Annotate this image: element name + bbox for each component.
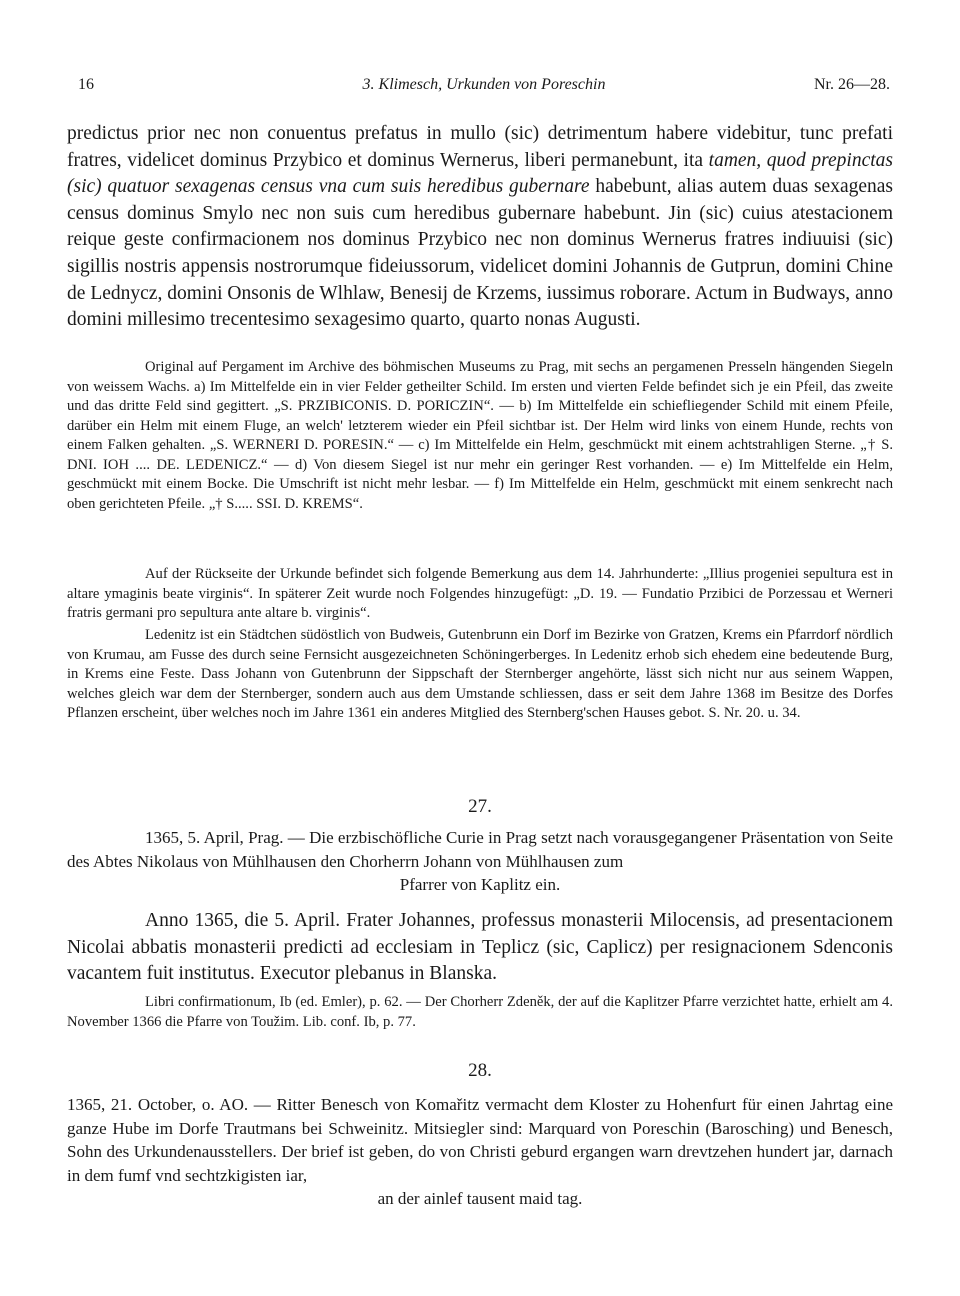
running-title: 3. Klimesch, Urkunden von Poreschin — [362, 76, 606, 93]
document-range: Nr. 26—28. — [814, 76, 890, 93]
document-26-seal-note: Original auf Pergament im Archive des böhmischen Museums zu Prag, mit sechs an pergamenen Presseln hängenden Siegeln von weissem Wachs. a) Im Mittelfelde ein in vier Felder getheilter Schild. Im ersten und vierten Felde befindet sich je ein Pfeil, das zweite und das dritte Feld sind gegittert. „S. PRZIBICONIS. D. PORICZIN“. — b) Im Mittelfelde ein schiefliegender Schild mit einem Pfeile, darüber ein Helm mit einem Fluge, an welch' letzterem wieder ein Pfeil sichtbar ist. Der Helm wird links von einem Hunde, rechts von einem Falken gehalten. „S. WERNERI D. PORESIN.“ — c) Im Mittelfelde ein Helm, geschmückt mit einem achtstrahligen Sterne. „† S. DNI. IOH .... DE. LEDENICZ.“ — d) Von diesem Siegel ist nur mehr ein geringer Rest vorhanden. — e) Im Mittelfelde ein Helm, geschmückt mit einem Bocke. Die Umschrift ist nicht mehr lesbar. — f) Im Mittelfelde ein Helm, geschmückt mit einem senkrecht nach oben gerichteten Pfeile. „† S..... SSI. D. KREMS“. — [67, 359, 893, 512]
document-27-regest: 1365, 5. April, Prag. — Die erzbischöfliche Curie in Prag setzt nach vorausgegangener Präsentation von Seite des Abtes Nikolaus von Mühlhausen den Chorherrn Johann von Mühlhausen zum Pfarrer von Kaplitz ein. — [67, 828, 893, 894]
document-27-source-note: Libri confirmationum, Ib (ed. Emler), p. 62. — Der Chorherr Zdeněk, der auf die Kaplitzer Pfarre verzichtet hatte, erhielt am 4. November 1366 die Pfarre von Toužim. Lib. conf. Ib, p. 77. — [67, 994, 893, 1030]
document-27-number: 27. — [468, 796, 492, 817]
document-27-text: Anno 1365, die 5. April. Frater Johannes, professus monasterii Milocensis, ad presentacionem Nicolai abbatis monasterii predicti ad ecclesiam in Teplicz (sic, Caplicz) per resignacionem Sdenconis vacantem fuit institutus. Executor plebanus in Blanska. — [67, 910, 893, 985]
document-28-regest: 1365, 21. October, o. AO. — Ritter Benesch von Komařitz vermacht dem Kloster zu Hohenfurt für einen Jahrtag eine ganze Hube im Dorfe Trautmans bei Schweinitz. Mitsiegler sind: Marquard von Poreschin (Barosching) und Benesch, Sohn des Urkundenausstellers. Der brief ist geben, do von Christi geburd ergangen warn drevtzehen hundert jar, darnach in dem fumf vnd sechtzkigisten iar, an der ainlef tausent maid tag. — [67, 1095, 893, 1208]
document-26-place-note: Ledenitz ist ein Städtchen südöstlich von Budweis, Gutenbrunn ein Dorf im Bezirke von Gratzen, Krems ein Pfarrdorf nördlich von Krumau, am Fusse des durch seine Fernsicht ausgezeichneten Schöningerberges. In Ledenitz erhob sich ehedem eine bedeutende Burg, in Krems eine Feste. Dass Johann von Gutenbrunn der Sippschaft der Sternberger angehörte, lässt sich nicht nur aus seinem Wappen, welches gleich war dem der Sternberger, sondern auch aus dem Umstande schliessen, dass er seit dem Jahre 1368 im Besitze des Dorfes Pflanzen erscheint, über welches noch im Jahre 1361 ein anderes Mitglied des Sternberg'schen Hauses gebot. S. Nr. 20. u. 34. — [67, 627, 893, 721]
italic-passage: tamen, quod prepinctas (sic) quatuor sexagenas census vna cum suis heredibus gubernare — [67, 149, 893, 198]
document-26-endorsement-note: Auf der Rückseite der Urkunde befindet sich folgende Bemerkung aus dem 14. Jahrhunderte: „Illius progeniei sepultura est in altare ymaginis beate virginis“. In späterer Zeit wurde noch Folgendes hinzugefügt: „D. 19. — Fundatio Przibici de Porzessau et Werneri fratris germani pro sepultura ante altare b. virginis“. — [67, 566, 893, 621]
document-26-body: predictus prior nec non conuentus prefatus in mullo (sic) detrimentum habere videbitur, tunc prefati fratres, videlicet dominus Przybico et dominus Wernerus, liberi permanebunt, ita tamen, quod prepinctas (sic) quatuor sexagenas census vna cum suis heredibus gubernare habebunt, alias autem duas sexagenas census dominus Smylo nec non suis cum heredibus gubernare habebunt. Jin (sic) cuius atestacionem reique geste confirmacionem nos dominus Przybico nec non dominus Wernerus fratres indiuuisi (sic) sigillis nostris appensis nostrorumque fideiussorum, videlicet domini Johannis de Gutprun, domini Chine de Lednycz, domini Onsonis de Wlhlaw, Benesij de Krzems, iussimus roborare. Actum in Budways, anno domini millesimo trecentesimo sexagesimo quarto, quarto nonas Augusti. — [67, 123, 893, 331]
document-28-number: 28. — [468, 1060, 492, 1081]
page-header — [78, 76, 890, 100]
page-number: 16 — [78, 76, 94, 93]
document-26-text — [67, 121, 893, 334]
